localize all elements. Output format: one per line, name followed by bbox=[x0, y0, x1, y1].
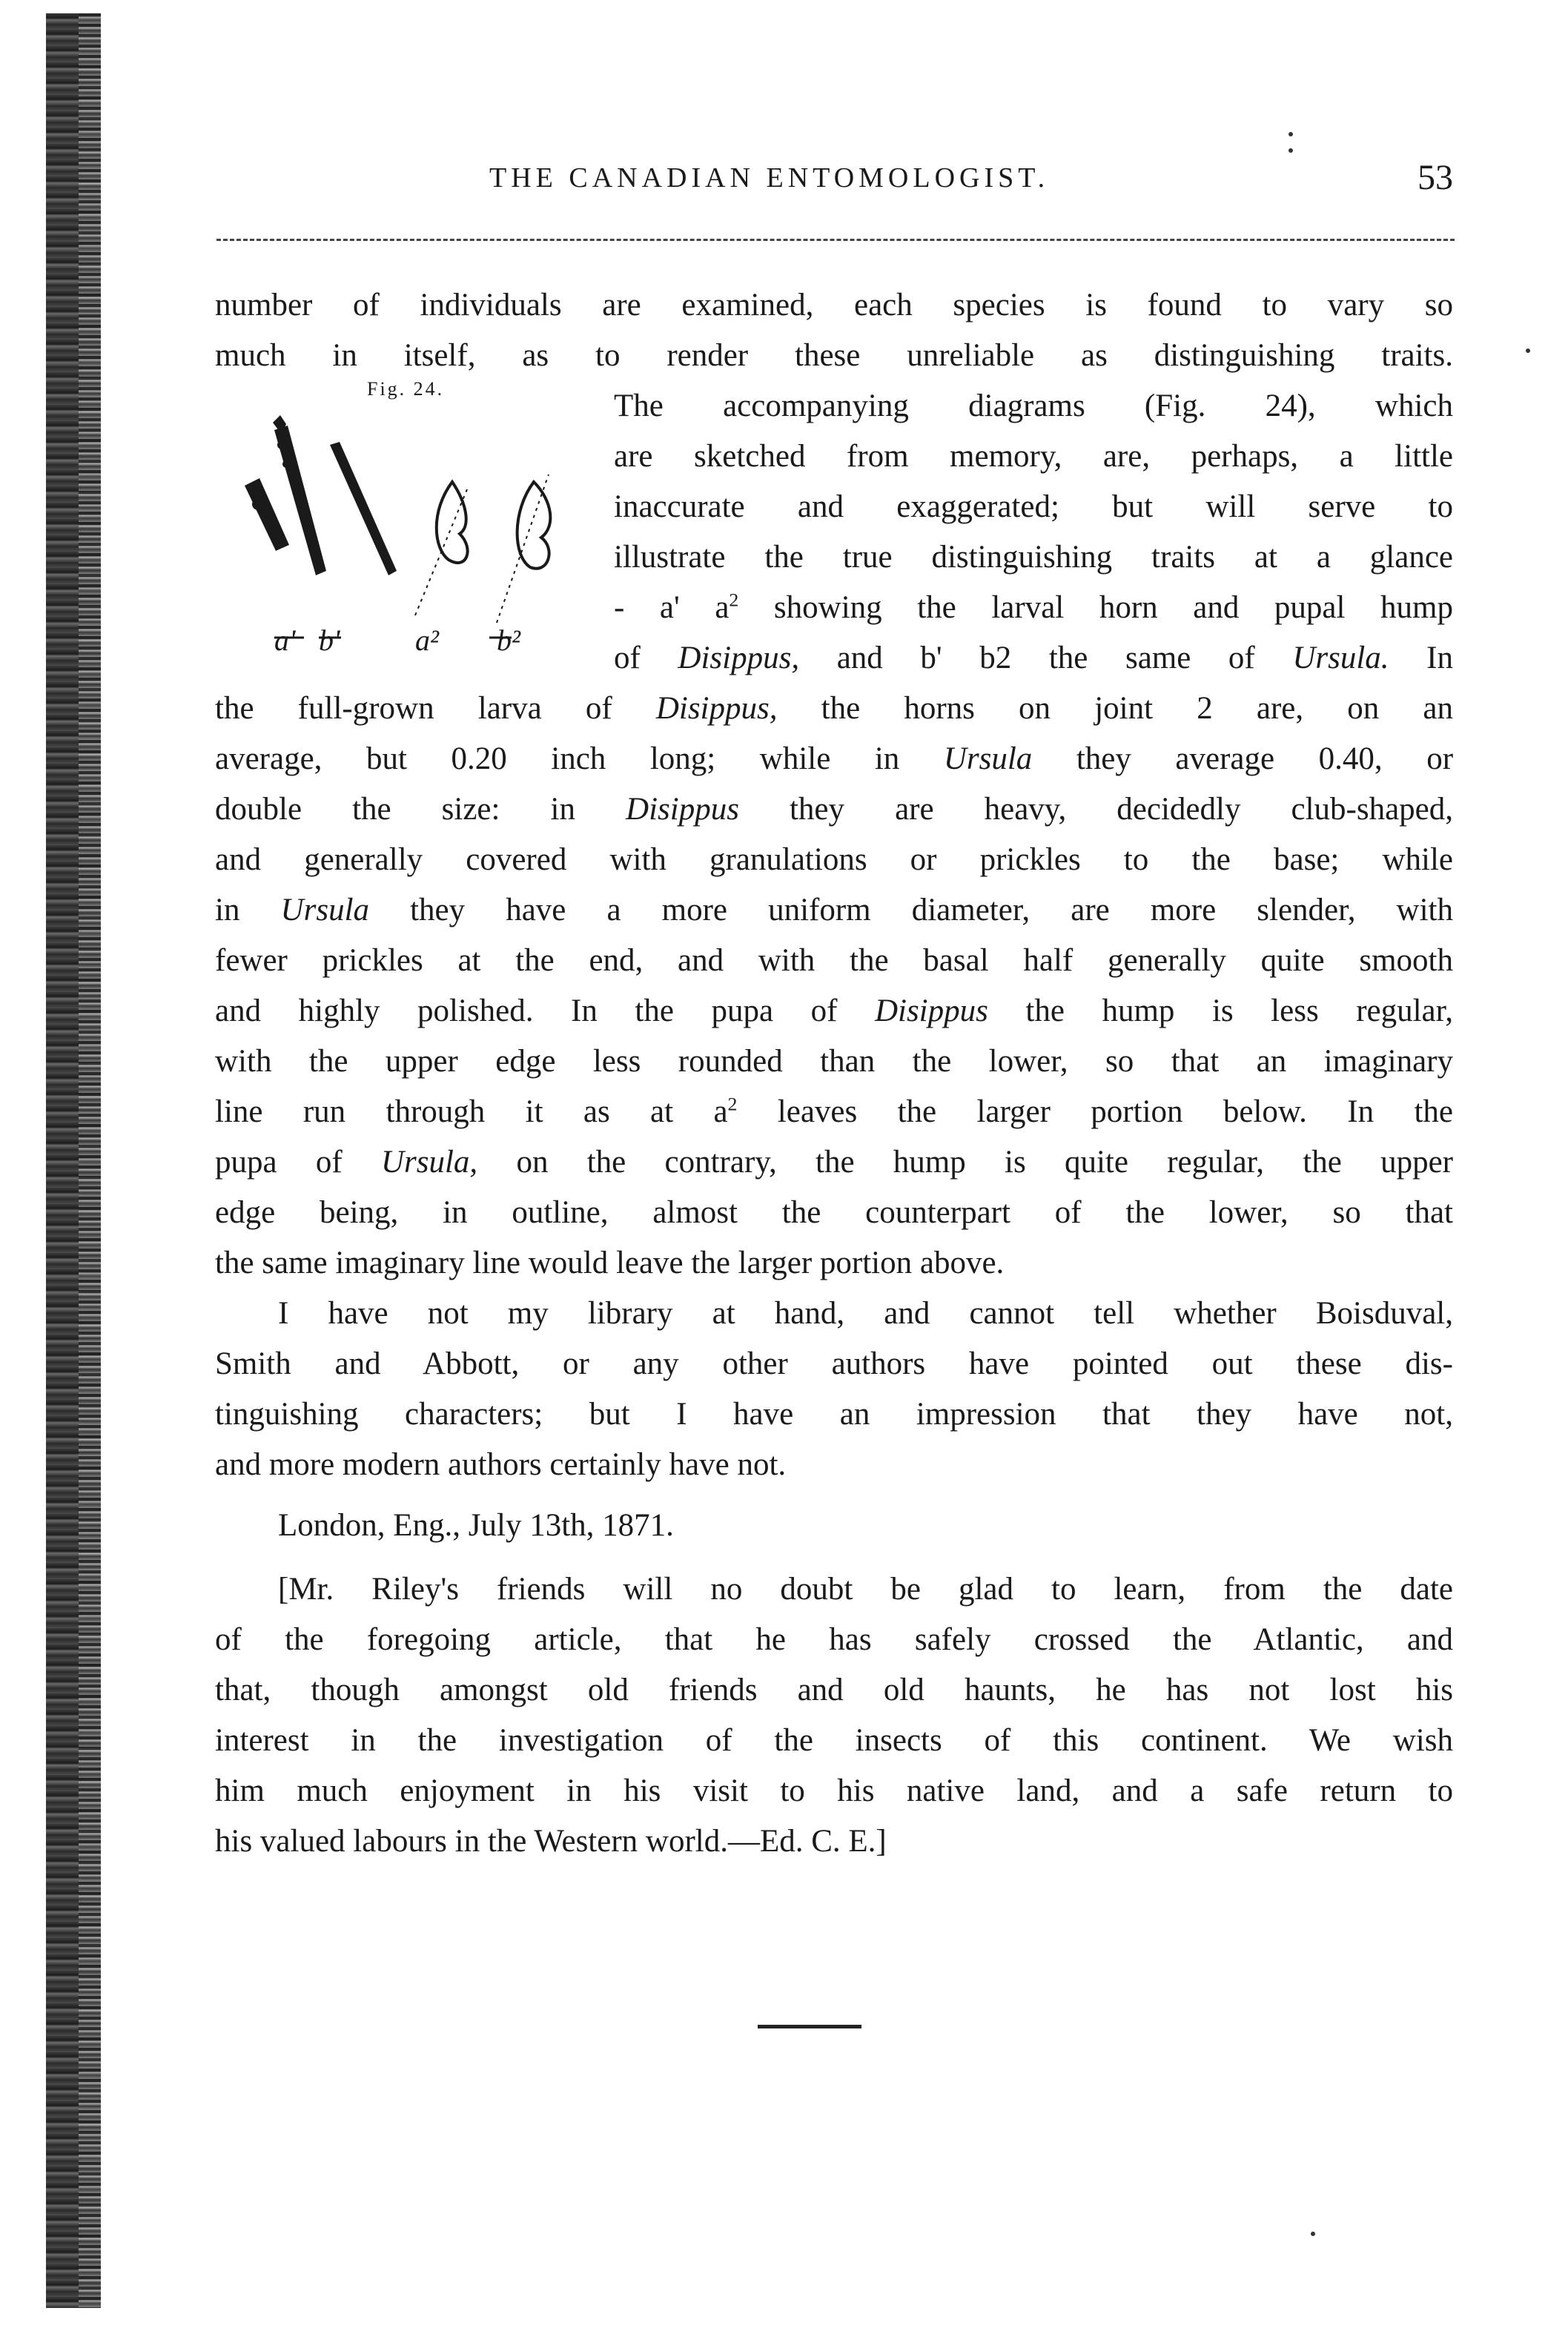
speck bbox=[1289, 132, 1293, 136]
text-line: pupa of Ursula, on the contrary, the hump is quite regular, the upper bbox=[215, 1145, 1453, 1180]
text-line: line run through it as at $a^2$ leaves the larger portion below. In the bbox=[215, 1093, 1453, 1129]
text-line: Smith and Abbott, or any other authors have pointed out these dis- bbox=[215, 1346, 1453, 1381]
speck bbox=[1311, 2232, 1315, 2236]
text-line: illustrate the true distinguishing traits at a glance bbox=[614, 540, 1453, 575]
text-line: with the upper edge less rounded than the lower, so that an imaginary bbox=[215, 1044, 1453, 1079]
figure-label-b1: b' bbox=[319, 624, 340, 657]
text-line: edge being, in outline, almost the counterpart of the lower, so that bbox=[215, 1195, 1453, 1230]
text-line: his valued labours in the Western world.—Ed. C. E.] bbox=[215, 1824, 887, 1859]
text-line: average, but 0.20 inch long; while in Ursula they average 0.40, or bbox=[215, 741, 1454, 776]
running-title: THE CANADIAN ENTOMOLOGIST. bbox=[489, 162, 1050, 194]
text-line: him much enjoyment in his visit to his native land, and a safe return to bbox=[215, 1773, 1453, 1808]
text-line: of the foregoing article, that he has safely crossed the Atlantic, and bbox=[215, 1622, 1453, 1657]
text-line: I have not my library at hand, and cannot tell whether Boisduval, bbox=[278, 1296, 1453, 1331]
text-line: the full-grown larva of Disippus, the horns on joint 2 are, on an bbox=[215, 691, 1453, 726]
header-rule bbox=[216, 239, 1455, 243]
text-line: inaccurate and exaggerated; but will serve to bbox=[614, 489, 1453, 524]
page-number: 53 bbox=[1418, 158, 1453, 197]
text-line: of Disippus, and b' b2 the same of Ursula. In bbox=[614, 641, 1453, 675]
text-line: interest in the investigation of the insects of this continent. We wish bbox=[215, 1723, 1453, 1758]
text-line: the same imaginary line would leave the larger portion above. bbox=[215, 1246, 1005, 1280]
figure-label-a2: a² bbox=[415, 624, 439, 657]
text-line: and more modern authors certainly have not. bbox=[215, 1447, 787, 1482]
text-line: double the size: in Disippus they are heavy, decidedly club-shaped, bbox=[215, 792, 1453, 827]
figure-24 bbox=[245, 400, 593, 657]
book-binding-edge bbox=[46, 13, 101, 2308]
text-line: that, though amongst old friends and old haunts, he has not lost his bbox=[215, 1673, 1453, 1707]
text-line: tinguishing characters; but I have an impression that they have not, bbox=[215, 1397, 1453, 1432]
figure-label-b2: b² bbox=[497, 624, 520, 657]
text-line: number of individuals are examined, each species is found to vary so bbox=[215, 288, 1453, 323]
larva-horn-pupa-diagram bbox=[245, 400, 593, 652]
figure-label-a1: a' bbox=[274, 624, 296, 657]
dateline: London, Eng., July 13th, 1871. bbox=[278, 1508, 674, 1543]
text-line: much in itself, as to render these unreliable as distinguishing traits. bbox=[215, 338, 1453, 373]
speck bbox=[1289, 148, 1293, 153]
speck bbox=[1526, 348, 1530, 353]
text-line: - a' $a^2$ showing the larval horn and pupal hump bbox=[614, 589, 1453, 625]
end-rule bbox=[758, 2025, 861, 2028]
figure-caption: Fig. 24. bbox=[367, 378, 445, 400]
text-line: The accompanying diagrams (Fig. 24), which bbox=[614, 388, 1453, 423]
text-line: fewer prickles at the end, and with the basal half generally quite smooth bbox=[215, 943, 1453, 978]
text-line: are sketched from memory, are, perhaps, a little bbox=[614, 439, 1453, 474]
text-line: and generally covered with granulations or prickles to the base; while bbox=[215, 842, 1453, 877]
text-line: [Mr. Riley's friends will no doubt be glad to learn, from the date bbox=[278, 1572, 1453, 1607]
text-line: in Ursula they have a more uniform diameter, are more slender, with bbox=[215, 893, 1454, 927]
text-line: and highly polished. In the pupa of Disippus the hump is less regular, bbox=[215, 993, 1453, 1028]
